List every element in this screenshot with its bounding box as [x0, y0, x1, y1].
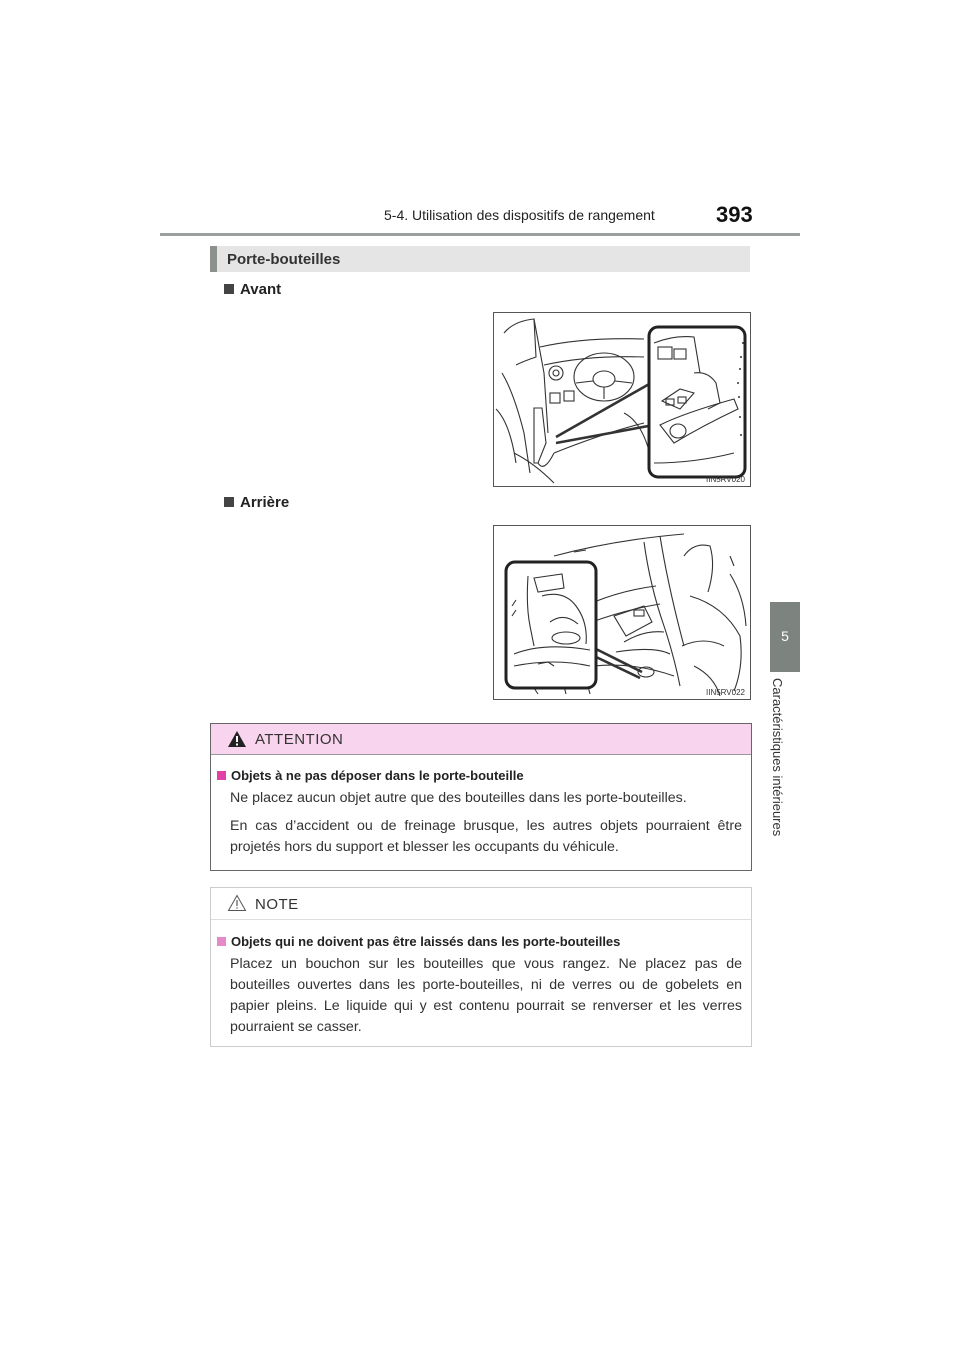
note-box — [210, 887, 752, 1047]
figure-code: IIN5RV022 — [706, 688, 745, 697]
square-bullet-icon — [224, 284, 234, 294]
section-bar — [210, 246, 750, 272]
attention-box — [210, 723, 752, 871]
attention-paragraph-1: Ne placez aucun objet autre que des bouteilles dans les porte-bouteilles. — [230, 790, 687, 806]
subsection-heading-front — [224, 281, 281, 298]
attention-heading-text: Objets à ne pas déposer dans le porte-bouteille — [231, 768, 524, 783]
attention-heading — [217, 768, 524, 783]
chapter-title-vertical: Caractéristiques intérieures — [770, 678, 785, 837]
subsection-heading-text: Arrière — [240, 494, 290, 511]
figure-code: IIN5RV020 — [706, 475, 745, 484]
subsection-heading-text: Avant — [240, 281, 282, 298]
note-title: NOTE — [255, 896, 299, 913]
note-header — [211, 888, 751, 920]
running-header: 5-4. Utilisation des dispositifs de rangement — [384, 207, 655, 223]
attention-title: ATTENTION — [255, 731, 344, 748]
chapter-tab — [770, 602, 800, 672]
square-bullet-icon — [217, 937, 226, 946]
rear-door-illustration — [494, 526, 750, 699]
figure-rear-bottle-holder — [493, 525, 751, 700]
figure-front-bottle-holder — [493, 312, 751, 487]
square-bullet-icon — [224, 497, 234, 507]
attention-header — [211, 724, 751, 755]
note-heading — [217, 934, 620, 949]
section-accent — [210, 246, 217, 272]
square-bullet-icon — [217, 771, 226, 780]
front-dashboard-illustration — [494, 313, 750, 486]
header-rule — [160, 233, 800, 236]
caution-outline-icon — [227, 894, 247, 912]
page-number: 393 — [716, 202, 753, 227]
subsection-heading-rear — [224, 494, 289, 511]
note-heading-text: Objets qui ne doivent pas être laissés dans les porte-bouteilles — [231, 934, 621, 949]
attention-paragraph-2: En cas d’accident ou de freinage brusque, les autres objets pourraient être projetés hors du support et blesser les occupants du véhicule. — [230, 818, 742, 855]
section-title: Porte-bouteilles — [227, 251, 341, 268]
chapter-number: 5 — [781, 628, 789, 644]
note-paragraph: Placez un bouchon sur les bouteilles que vous rangez. Ne placez pas de bouteilles ouvertes dans les porte-bouteilles, ni de verres ou de gobelets en papier pleins. Le liquide qui y est contenu pourrait se renverser et les verres pourraient se casser. — [230, 956, 742, 1035]
warning-triangle-icon — [227, 730, 247, 748]
